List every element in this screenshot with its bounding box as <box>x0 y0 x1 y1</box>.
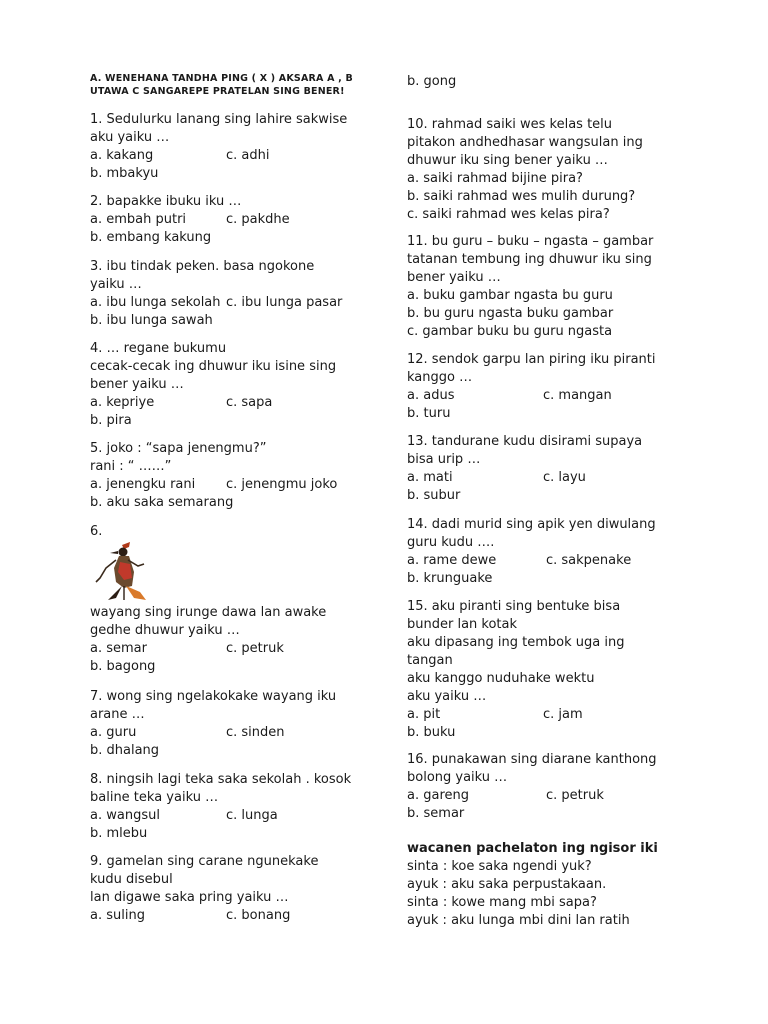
question-6-number: 6. <box>90 524 103 539</box>
question-11: 11. bu guru – buku – ngasta – gambar tatanan tembung ing dhuwur iku sing bener yaiku … a. buku gambar ngasta bu guru b. bu guru ngasta buku gambar c. gambar buku bu guru ngasta <box>407 233 707 341</box>
option-c: c. jenengmu joko <box>226 477 338 492</box>
option-c: c. bonang <box>226 908 291 923</box>
question-8: 8. ningsih lagi teka saka sekolah . kosok baline teka yaiku … a. wangsul c. lunga b. mlebu <box>90 771 390 843</box>
dialogue-line: sinta : koe saka ngendi yuk? <box>407 859 592 874</box>
option-c: c. sapa <box>226 395 273 410</box>
option-b: b. bagong <box>90 659 156 674</box>
instruction-heading: A. WENEHANA TANDHA PING ( X ) AKSARA A , B UTAWA C SANGAREPE PRATELAN SING BENER! <box>90 73 353 97</box>
option-c: c. sakpenake <box>546 553 632 568</box>
option-a: a. kepriye <box>90 395 155 410</box>
question-7: 7. wong sing ngelakokake wayang iku arane … a. guru c. sinden b. dhalang <box>90 688 390 760</box>
option-b: b. bu guru ngasta buku gambar <box>407 306 614 321</box>
option-a: a. ibu lunga sekolah <box>90 295 221 310</box>
option-b: b. pira <box>90 413 132 428</box>
option-a: a. adus <box>407 388 455 403</box>
option-a: a. wangsul <box>90 808 160 823</box>
question-9: 9. gamelan sing carane ngunekake kudu disebul lan digawe saka pring yaiku … a. suling c. bonang <box>90 854 319 923</box>
option-c: c. layu <box>543 470 586 485</box>
option-a: a. buku gambar ngasta bu guru <box>407 288 613 303</box>
option-b: b. embang kakung <box>90 230 212 245</box>
option-a: a. gareng <box>407 788 469 803</box>
question-4: 4. … regane bukumu cecak-cecak ing dhuwur iku isine sing bener yaiku … a. kepriye c. sapa b. pira <box>90 340 390 430</box>
question-15: 15. aku piranti sing bentuke bisa bunder lan kotak aku dipasang ing tembok uga ing tangan aku kanggo nuduhake wektu aku yaiku … a. pit c. jam b. buku <box>407 598 707 742</box>
option-c: c. lunga <box>226 808 278 823</box>
dialogue-line: ayuk : aku saka perpustakaan. <box>407 877 607 892</box>
question-13: 13. tandurane kudu disirami supaya bisa urip … a. mati c. layu b. subur <box>407 433 707 505</box>
option-b: b. dhalang <box>90 743 160 758</box>
question-2: 2. bapakke ibuku iku … a. embah putri c. pakdhe b. embang kakung <box>90 193 390 247</box>
option-c: c. pakdhe <box>226 212 290 227</box>
option-c: c. sinden <box>226 725 285 740</box>
question-3: 3. ibu tindak peken. basa ngokone yaiku … a. ibu lunga sekolah c. ibu lunga pasar b. ibu lunga sawah <box>90 258 390 330</box>
option-a: a. semar <box>90 641 147 656</box>
reading-title: wacanen pachelaton ing ngisor iki <box>407 841 658 856</box>
option-b: b. gong <box>407 74 457 89</box>
option-a: a. guru <box>90 725 137 740</box>
question-10: 10. rahmad saiki wes kelas telu pitakon andhedhasar wangsulan ing dhuwur iku sing bener yaiku … a. saiki rahmad bijine pira? b. saiki rahmad wes mulih durung? c. saiki rahmad wes kelas pira? <box>407 116 707 224</box>
question-6: wayang sing irunge dawa lan awake gedhe dhuwur yaiku … a. semar c. petruk b. bagong <box>90 604 390 676</box>
question-14: 14. dadi murid sing apik yen diwulang guru kudu …. a. rame dewe c. sakpenake b. krunguake <box>407 516 707 588</box>
question-9-continued <box>407 73 707 91</box>
option-b: b. buku <box>407 725 456 740</box>
option-a: a. kakang <box>90 148 154 163</box>
option-b: b. saiki rahmad wes mulih durung? <box>407 189 636 204</box>
option-a: a. rame dewe <box>407 553 497 568</box>
option-b: b. mbakyu <box>90 166 159 181</box>
option-b: b. subur <box>407 488 461 503</box>
question-12: 12. sendok garpu lan piring iku piranti kanggo … a. adus c. mangan b. turu <box>407 351 707 423</box>
option-a: a. mati <box>407 470 453 485</box>
option-b: b. aku saka semarang <box>90 495 234 510</box>
option-c: c. adhi <box>226 148 270 163</box>
question-5: 5. joko : “sapa jenengmu?” rani : “ ……” a. jenengku rani c. jenengmu joko b. aku saka semarang <box>90 440 390 512</box>
option-c: c. petruk <box>546 788 604 803</box>
option-c: c. jam <box>543 707 583 722</box>
option-a: a. suling <box>90 908 145 923</box>
option-c: c. mangan <box>543 388 612 403</box>
dialogue-line: ayuk : aku lunga mbi dini lan ratih <box>407 913 630 928</box>
option-a: a. jenengku rani <box>90 477 196 492</box>
option-a: a. saiki rahmad bijine pira? <box>407 171 583 186</box>
option-b: b. krunguake <box>407 571 493 586</box>
option-b: b. mlebu <box>90 826 148 841</box>
option-a: a. pit <box>407 707 441 722</box>
option-a: a. embah putri <box>90 212 187 227</box>
option-c: c. ibu lunga pasar <box>226 295 343 310</box>
question-16: 16. punakawan sing diarane kanthong bolong yaiku … a. gareng c. petruk b. semar <box>407 751 707 823</box>
reading-passage <box>407 840 707 930</box>
wayang-puppet-icon <box>94 542 150 600</box>
dialogue-line: sinta : kowe mang mbi sapa? <box>407 895 597 910</box>
option-b: b. semar <box>407 806 465 821</box>
option-b: b. turu <box>407 406 451 421</box>
option-c: c. saiki rahmad wes kelas pira? <box>407 207 610 222</box>
option-c: c. gambar buku bu guru ngasta <box>407 324 613 339</box>
option-c: c. petruk <box>226 641 284 656</box>
option-b: b. ibu lunga sawah <box>90 313 213 328</box>
question-1: 1. Sedulurku lanang sing lahire sakwise aku yaiku … a. kakang c. adhi b. mbakyu <box>90 111 390 183</box>
